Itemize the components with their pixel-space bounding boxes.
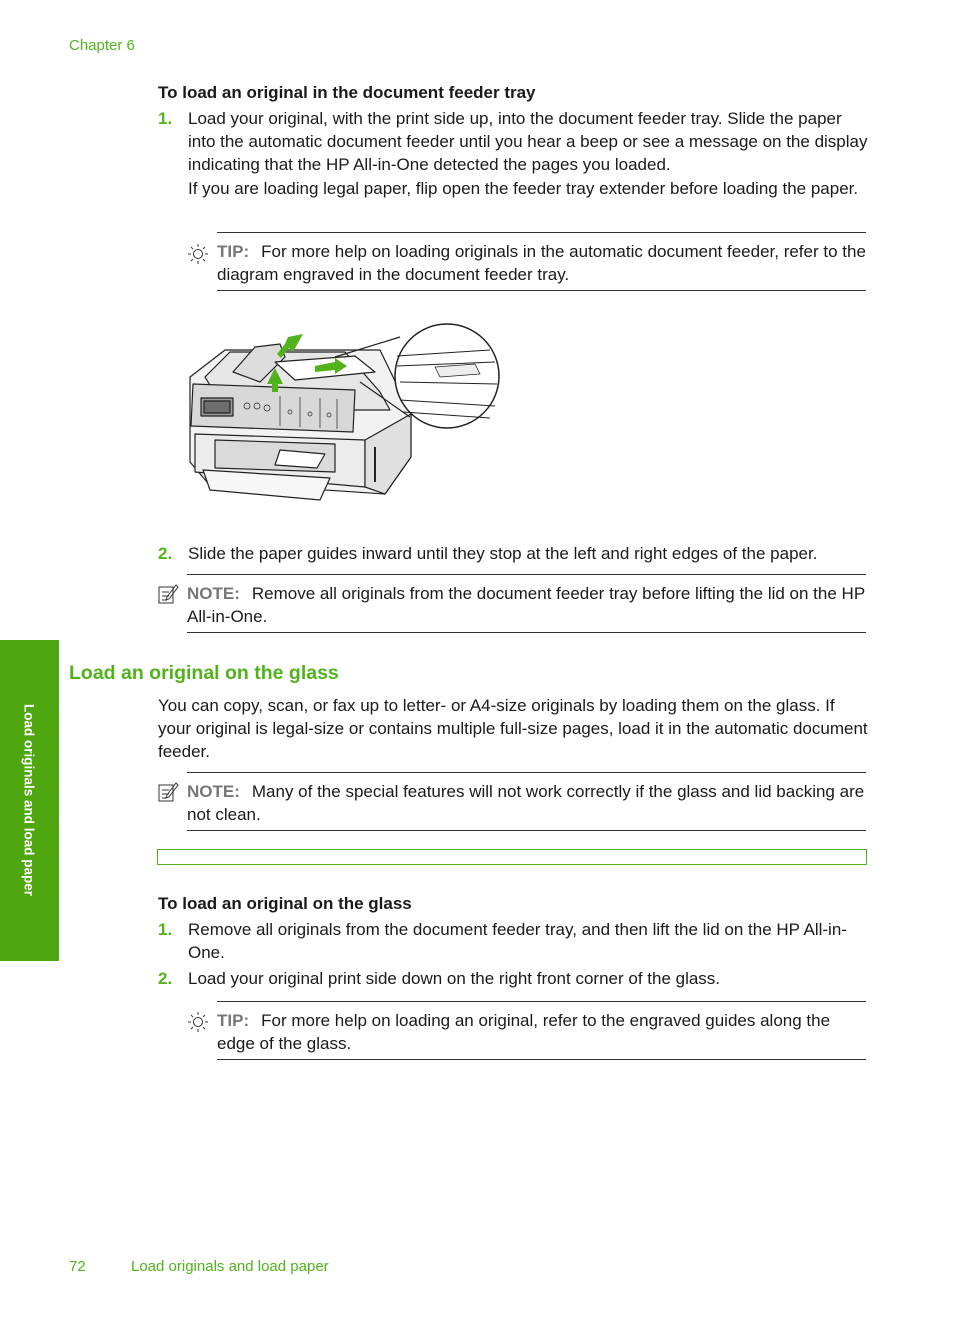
footer-title: Load originals and load paper	[131, 1258, 329, 1275]
side-tab-label: Load originals and load paper	[21, 703, 37, 897]
page-number: 72	[69, 1258, 86, 1275]
note-pencil-icon	[157, 781, 179, 803]
tip-text: For more help on loading originals in the automatic document feeder, refer to the diagram engraved in the document feeder tray.	[217, 242, 866, 284]
tip-callout-feeder	[217, 232, 866, 291]
side-tab	[0, 640, 59, 961]
note-label: NOTE:	[187, 584, 240, 603]
step-number: 1.	[158, 109, 173, 128]
feeder-step-1	[158, 107, 870, 200]
tip-text: For more help on loading an original, refer to the engraved guides along the edge of the glass.	[217, 1011, 831, 1053]
note-text: Many of the special features will not work correctly if the glass and lid backing are not clean.	[187, 782, 865, 824]
procedure-title-feeder: To load an original in the document feeder tray	[158, 83, 536, 102]
tip-label: TIP:	[217, 242, 250, 261]
printer-illustration	[185, 322, 505, 507]
step-number: 2.	[158, 544, 173, 563]
step-extra-text: If you are loading legal paper, flip open the feeder tray extender before loading the paper.	[188, 179, 859, 198]
tip-label: TIP:	[217, 1011, 250, 1030]
lightbulb-icon	[187, 243, 209, 265]
procedure-title-glass: To load an original on the glass	[158, 894, 412, 913]
chapter-header: Chapter 6	[69, 37, 135, 54]
tip-callout-glass	[217, 1001, 866, 1060]
step-text: Load your original print side down on the right front corner of the glass.	[188, 969, 721, 988]
step-text: Slide the paper guides inward until they stop at the left and right edges of the paper.	[188, 544, 818, 563]
glass-step-1	[158, 918, 870, 964]
note-callout-glass	[187, 772, 866, 831]
feeder-step-2	[158, 542, 870, 565]
step-number: 2.	[158, 969, 173, 988]
glass-step-2	[158, 967, 870, 990]
note-pencil-icon	[157, 583, 179, 605]
lightbulb-icon	[187, 1011, 209, 1033]
step-text: Remove all originals from the document feeder tray, and then lift the lid on the HP All-in-One.	[188, 920, 847, 962]
section-title: Load an original on the glass	[69, 662, 339, 684]
step-number: 1.	[158, 920, 173, 939]
glass-intro-paragraph: You can copy, scan, or fax up to letter- or A4-size originals by loading them on the glass. If your original is legal-size or contains multiple full-size pages, load it in the automatic document feeder.	[158, 696, 868, 761]
green-rule-box	[157, 849, 867, 865]
step-text: Load your original, with the print side up, into the document feeder tray. Slide the paper into the automatic document feeder until you hear a beep or see a message on the display indicating that the HP All-in-One detected the pages you loaded.	[188, 109, 868, 174]
note-callout-feeder	[187, 574, 866, 633]
note-text: Remove all originals from the document feeder tray before lifting the lid on the HP All-in-One.	[187, 584, 865, 626]
note-label: NOTE:	[187, 782, 240, 801]
